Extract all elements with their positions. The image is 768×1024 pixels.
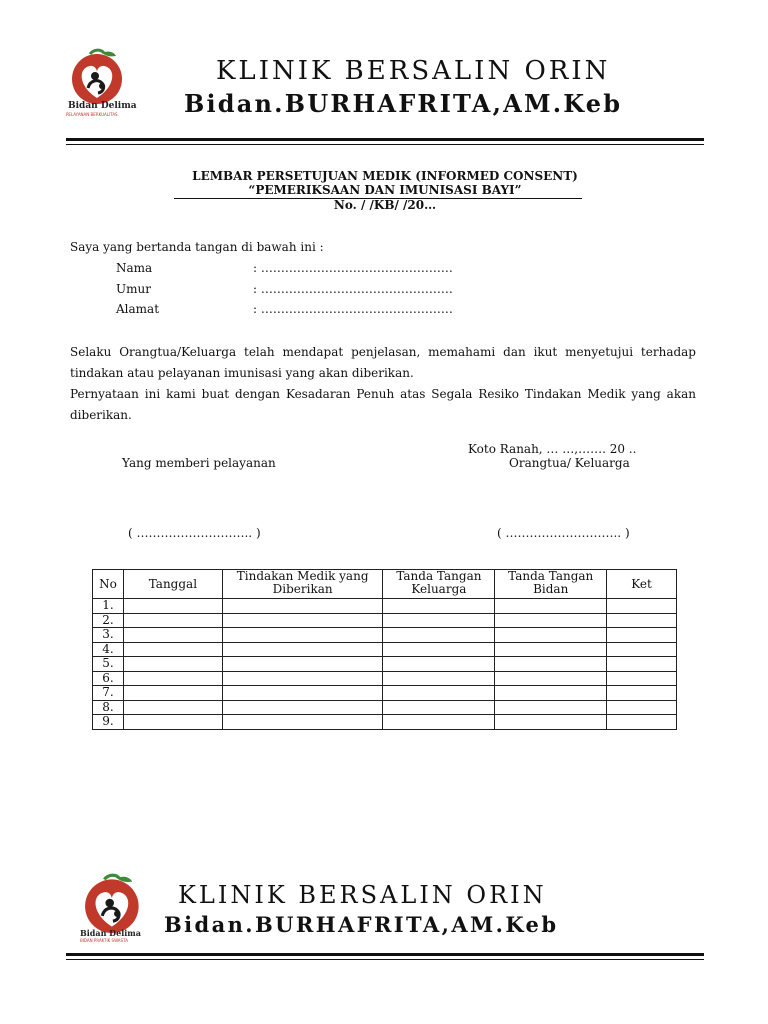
row-number: 8. <box>93 700 124 715</box>
row-number: 6. <box>93 671 124 686</box>
table-row <box>93 613 677 628</box>
provider-label: Yang memberi pelayanan <box>122 456 276 470</box>
col-header-tindakan: Tindakan Medik yang Diberikan <box>222 570 383 599</box>
row-number: 9. <box>93 715 124 730</box>
table-row <box>93 628 677 643</box>
field-value-alamat: : ………………………………………… <box>253 302 453 316</box>
table-row <box>93 642 677 657</box>
field-label-nama: Nama <box>116 261 153 275</box>
document-number: No. / /KB/ /20… <box>333 198 437 212</box>
col-header-ttd-keluarga: Tanda Tangan Keluarga <box>383 570 495 599</box>
logo-caption: Bidan Delima <box>68 101 137 111</box>
logo-subcaption: PELAYANAN BERKUALITAS <box>66 112 118 117</box>
bidan-delima-logo-footer <box>76 873 152 933</box>
header-clinic-name: KLINIK BERSALIN ORIN <box>216 56 611 86</box>
col-header-no: No <box>93 570 124 599</box>
field-value-umur: : ………………………………………… <box>253 282 453 296</box>
table-row <box>93 657 677 672</box>
col-header-ket: Ket <box>607 570 677 599</box>
footer-clinic-name: KLINIK BERSALIN ORIN <box>178 881 547 909</box>
consent-intro: Saya yang bertanda tangan di bawah ini : <box>70 240 324 254</box>
footer-logo-caption: Bidan Delima <box>80 928 141 938</box>
table-row <box>93 686 677 701</box>
place-date: Koto Ranah, … …,……. 20 .. <box>468 442 637 456</box>
bidan-delima-logo <box>64 48 134 104</box>
row-number: 1. <box>93 599 124 614</box>
statement-1-line-2: tindakan atau pelayanan imunisasi yang akan diberikan. <box>70 366 414 380</box>
provider-signature-blank: ( ……………………….. ) <box>128 526 261 540</box>
row-number: 4. <box>93 642 124 657</box>
header-midwife-name: Bidan.BURHAFRITA,AM.Keb <box>184 89 623 118</box>
footer-logo-subcaption: BIDAN PRAKTIK SWASTA <box>80 938 128 943</box>
table-row <box>93 671 677 686</box>
footer-midwife-name: Bidan.BURHAFRITA,AM.Keb <box>164 912 559 937</box>
col-header-tanggal: Tanggal <box>123 570 222 599</box>
row-number: 2. <box>93 613 124 628</box>
table-header-row <box>93 570 677 599</box>
guardian-signature-blank: ( ……………………….. ) <box>497 526 630 540</box>
document-subtitle: “PEMERIKSAAN DAN IMUNISASI BAYI” <box>248 183 522 197</box>
row-number: 7. <box>93 686 124 701</box>
statement-2-line-2: diberikan. <box>70 408 132 422</box>
field-label-alamat: Alamat <box>116 302 160 316</box>
immunization-log-table <box>92 569 677 730</box>
row-number: 5. <box>93 657 124 672</box>
footer-rule-thick <box>66 953 704 956</box>
statement-2-line-1: Pernyataan ini kami buat dengan Kesadaran Penuh atas Segala Resiko Tindakan Medik yang akan <box>70 387 696 401</box>
header-rule-thin <box>66 144 704 145</box>
footer-rule-thin <box>66 959 704 960</box>
table-row <box>93 715 677 730</box>
table-row <box>93 700 677 715</box>
statement-1-line-1: Selaku Orangtua/Keluarga telah mendapat penjelasan, memahami dan ikut menyetujui terhadap <box>70 345 696 359</box>
header-rule-thick <box>66 138 704 141</box>
field-label-umur: Umur <box>116 282 151 296</box>
table-row <box>93 599 677 614</box>
document-title: LEMBAR PERSETUJUAN MEDIK (INFORMED CONSENT) <box>192 169 578 183</box>
guardian-label: Orangtua/ Keluarga <box>509 456 630 470</box>
row-number: 3. <box>93 628 124 643</box>
field-value-nama: : ………………………………………… <box>253 261 453 275</box>
col-header-ttd-bidan: Tanda Tangan Bidan <box>495 570 607 599</box>
